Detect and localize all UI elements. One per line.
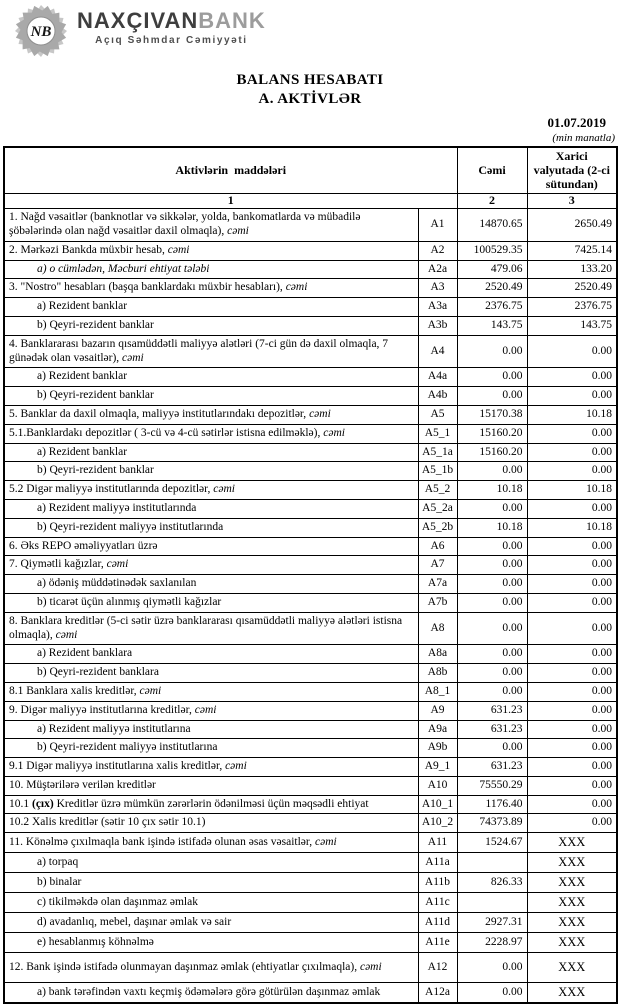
item-foreign-currency-value: 143.75 [527,316,617,335]
item-code: A1 [418,209,457,242]
item-foreign-currency-value: XXX [527,893,617,913]
table-row [4,701,617,720]
item-label: a) Rezident maliyyə institutlarında [4,499,418,518]
item-code: A4a [418,368,457,387]
item-label: 5. Banklar da daxil olmaqla, maliyyə institutlarındakı depozitlər, cəmi [4,405,418,424]
item-code: A9_1 [418,758,457,777]
bank-name-primary: NAXÇIVAN [77,8,199,33]
table-row [4,612,617,645]
item-total-value: 10.18 [457,518,527,537]
item-code: A11a [418,853,457,873]
item-label: b) Qeyri-rezident banklar [4,387,418,406]
item-label: 8. Banklara kreditlər (5-ci sətir üzrə banklararası qısamüddətli maliyyə alətləri istisna olmaqla), cəmi [4,612,418,645]
item-code: A5_1 [418,424,457,443]
table-row [4,682,617,701]
table-row [4,739,617,758]
table-row [4,720,617,739]
item-code: A11 [418,833,457,853]
item-foreign-currency-value: 0.00 [527,701,617,720]
item-total-value: 0.00 [457,612,527,645]
item-label: c) tikilməkdə olan daşınmaz əmlak [4,893,418,913]
item-total-value: 0.00 [457,499,527,518]
table-row [4,873,617,893]
table-row [4,537,617,556]
item-foreign-currency-value: 2376.75 [527,298,617,317]
report-title: BALANS HESABATI [236,72,384,88]
table-row [4,405,617,424]
table-row [4,462,617,481]
assets-table [3,146,618,1004]
item-code: A12 [418,953,457,983]
item-label: b) Qeyri-rezident banklar [4,462,418,481]
table-row [4,913,617,933]
item-total-value: 0.00 [457,575,527,594]
item-total-value: 2520.49 [457,279,527,298]
item-total-value: 0.00 [457,983,527,1004]
table-header-row [4,147,617,194]
table-row [4,481,617,500]
item-foreign-currency-value: 10.18 [527,518,617,537]
table-row [4,593,617,612]
item-foreign-currency-value: 0.00 [527,537,617,556]
item-label: 12. Bank işində istifadə olunmayan daşınmaz əmlak (ehtiyatlar çıxılmaqla), cəmi [4,953,418,983]
table-row [4,953,617,983]
item-code: A8b [418,664,457,683]
item-foreign-currency-value: XXX [527,873,617,893]
item-label: d) avadanlıq, mebel, daşınar əmlak və sair [4,913,418,933]
table-row [4,853,617,873]
item-label: b) Qeyri-rezident banklar [4,316,418,335]
item-total-value: 10.18 [457,481,527,500]
col-header-foreign: Xarici valyutada (2-ci sütundan) [527,147,617,194]
table-row [4,893,617,913]
item-code: A11b [418,873,457,893]
item-foreign-currency-value: 0.00 [527,499,617,518]
table-row [4,443,617,462]
item-label: a) torpaq [4,853,418,873]
item-label: b) Qeyri-rezident maliyyə institutlarına [4,739,418,758]
item-foreign-currency-value: 0.00 [527,443,617,462]
item-total-value: 0.00 [457,664,527,683]
item-label: 4. Banklararası bazarın qısamüddətli maliyyə alətləri (7-ci gün də daxil olmaqla, 7 günədək olan vəsaitlər), cəmi [4,335,418,368]
table-row [4,556,617,575]
item-label: b) binalar [4,873,418,893]
bank-logo-text [77,3,266,46]
item-label: e) hesablanmış köhnəlmə [4,933,418,953]
item-code: A9b [418,739,457,758]
item-label: 1. Nağd vəsaitlər (banknotlar və sikkələr, yolda, bankomatlarda və mübadilə şöbələrində olan nağd vəsaitlər daxil olmaqla), cəmi [4,209,418,242]
item-label: 7. Qiymətli kağızlar, cəmi [4,556,418,575]
item-code: A5_2b [418,518,457,537]
item-code: A2a [418,260,457,279]
item-total-value: 0.00 [457,556,527,575]
item-total-value: 0.00 [457,645,527,664]
item-label: 6. Əks REPO əməliyyatları üzrə [4,537,418,556]
item-code: A3b [418,316,457,335]
item-total-value: 631.23 [457,701,527,720]
table-row [4,316,617,335]
bank-monogram: NB [30,24,52,40]
table-row [4,933,617,953]
item-foreign-currency-value: 0.00 [527,739,617,758]
table-row [4,499,617,518]
item-total-value: 2228.97 [457,933,527,953]
item-foreign-currency-value: XXX [527,983,617,1004]
item-total-value: 74373.89 [457,814,527,833]
table-row [4,776,617,795]
bank-name [77,10,266,32]
table-row [4,298,617,317]
bank-name-secondary: BANK [198,8,266,33]
table-row [4,387,617,406]
item-total-value: 0.00 [457,593,527,612]
item-foreign-currency-value: 0.00 [527,387,617,406]
table-row [4,260,617,279]
item-total-value: 15160.20 [457,443,527,462]
item-code: A9a [418,720,457,739]
item-code: A11e [418,933,457,953]
bank-emblem-icon [12,3,70,59]
table-row [4,645,617,664]
bank-legal-form: Açıq Səhmdar Cəmiyyəti [95,35,248,46]
item-total-value: 631.23 [457,720,527,739]
item-total-value: 2927.31 [457,913,527,933]
unit-note: (min manatla) [552,132,615,144]
item-foreign-currency-value: 0.00 [527,720,617,739]
item-total-value: 100529.35 [457,241,527,260]
table-row [4,279,617,298]
item-total-value: 0.00 [457,335,527,368]
item-label: 5.1.Banklardakı depozitlər ( 3-cü və 4-cü sətirlər istisna edilməklə), cəmi [4,424,418,443]
item-code: A10_1 [418,795,457,814]
item-total-value: 15170.38 [457,405,527,424]
item-label: a) Rezident banklar [4,298,418,317]
item-foreign-currency-value: XXX [527,933,617,953]
table-row [4,983,617,1004]
item-total-value: 143.75 [457,316,527,335]
item-foreign-currency-value: 0.00 [527,424,617,443]
item-foreign-currency-value: 10.18 [527,481,617,500]
item-foreign-currency-value: 0.00 [527,795,617,814]
item-total-value: 631.23 [457,758,527,777]
item-foreign-currency-value: 0.00 [527,664,617,683]
item-label: 9.1 Digər maliyyə institutlarına xalis kreditlər, cəmi [4,758,418,777]
item-label: a) ödəniş müddətinədək saxlanılan [4,575,418,594]
item-code: A12a [418,983,457,1004]
item-foreign-currency-value: 0.00 [527,556,617,575]
table-row [4,814,617,833]
item-code: A5_1a [418,443,457,462]
col-header-items: Aktivlərin maddələri [4,147,457,194]
item-code: A8_1 [418,682,457,701]
item-code: A7 [418,556,457,575]
item-code: A11c [418,893,457,913]
item-code: A9 [418,701,457,720]
item-code: A11d [418,913,457,933]
item-code: A8 [418,612,457,645]
item-label: a) Rezident maliyyə institutlarına [4,720,418,739]
col-number-2: 2 [457,194,527,209]
item-total-value: 14870.65 [457,209,527,242]
item-label: a) Rezident banklar [4,368,418,387]
item-total-value: 0.00 [457,462,527,481]
table-row [4,518,617,537]
item-foreign-currency-value: 0.00 [527,758,617,777]
table-row [4,664,617,683]
item-total-value: 826.33 [457,873,527,893]
item-code: A5_2 [418,481,457,500]
col-number-3: 3 [527,194,617,209]
item-foreign-currency-value: XXX [527,833,617,853]
item-label: 8.1 Banklara xalis kreditlər, cəmi [4,682,418,701]
item-code: A2 [418,241,457,260]
item-label: 5.2 Digər maliyyə institutlarında depozitlər, cəmi [4,481,418,500]
item-total-value: 2376.75 [457,298,527,317]
item-total-value: 1524.67 [457,833,527,853]
item-total-value: 1176.40 [457,795,527,814]
item-code: A7b [418,593,457,612]
item-label: b) ticarət üçün alınmış qiymətli kağızlar [4,593,418,612]
item-foreign-currency-value: XXX [527,853,617,873]
item-label: 10.1 (çıx) Kreditlər üzrə mümkün zərərlərin ödənilməsi üçün məqsədli ehtiyat [4,795,418,814]
item-code: A4 [418,335,457,368]
item-code: A10_2 [418,814,457,833]
item-code: A6 [418,537,457,556]
item-foreign-currency-value: 0.00 [527,645,617,664]
item-foreign-currency-value: XXX [527,953,617,983]
item-total-value: 75550.29 [457,776,527,795]
item-total-value: 15160.20 [457,424,527,443]
item-label: 3. "Nostro" hesabları (başqa banklardakı müxbir hesabları), cəmi [4,279,418,298]
col-number-1: 1 [4,194,457,209]
item-label: b) Qeyri-rezident maliyyə institutlarında [4,518,418,537]
item-foreign-currency-value: 0.00 [527,682,617,701]
report-date: 01.07.2019 [547,115,606,130]
table-row [4,368,617,387]
item-label: a) Rezident banklar [4,443,418,462]
item-total-value: 0.00 [457,368,527,387]
item-total-value: 479.06 [457,260,527,279]
item-total-value: 0.00 [457,537,527,556]
item-code: A3a [418,298,457,317]
item-total-value: 0.00 [457,682,527,701]
table-row [4,758,617,777]
item-total-value [457,853,527,873]
item-foreign-currency-value: 0.00 [527,814,617,833]
item-label: 9. Digər maliyyə institutlarına kreditlər, cəmi [4,701,418,720]
item-foreign-currency-value: 0.00 [527,462,617,481]
item-foreign-currency-value: 0.00 [527,368,617,387]
item-foreign-currency-value: 0.00 [527,335,617,368]
item-total-value: 0.00 [457,739,527,758]
col-header-total: Cəmi [457,147,527,194]
item-total-value [457,893,527,913]
column-number-row [4,194,617,209]
item-code: A4b [418,387,457,406]
item-foreign-currency-value: 2520.49 [527,279,617,298]
table-row [4,335,617,368]
item-label: 10. Müştərilərə verilən kreditlər [4,776,418,795]
item-foreign-currency-value: 133.20 [527,260,617,279]
item-label: 11. Könəlmə çıxılmaqla bank işində istifadə olunan əsas vəsaitlər, cəmi [4,833,418,853]
table-row [4,575,617,594]
item-label: 2. Mərkəzi Bankda müxbir hesab, cəmi [4,241,418,260]
table-row [4,424,617,443]
item-foreign-currency-value: 10.18 [527,405,617,424]
item-label: 10.2 Xalis kreditlər (sətir 10 çıx sətir 10.1) [4,814,418,833]
item-label: b) Qeyri-rezident banklara [4,664,418,683]
item-total-value: 0.00 [457,387,527,406]
table-row [4,833,617,853]
table-row [4,209,617,242]
item-label: a) bank tərəfindən vaxtı keçmiş ödəmələrə görə götürülən daşınmaz əmlak [4,983,418,1004]
bank-logo [0,3,620,61]
item-code: A8a [418,645,457,664]
item-foreign-currency-value: 0.00 [527,575,617,594]
table-row [4,795,617,814]
item-foreign-currency-value: XXX [527,913,617,933]
item-total-value: 0.00 [457,953,527,983]
item-foreign-currency-value: 0.00 [527,593,617,612]
table-row [4,241,617,260]
item-label: a) o cümlədən, Məcburi ehtiyat tələbi [4,260,418,279]
item-code: A5_2a [418,499,457,518]
item-foreign-currency-value: 7425.14 [527,241,617,260]
item-code: A5_1b [418,462,457,481]
item-code: A10 [418,776,457,795]
item-code: A3 [418,279,457,298]
item-code: A7a [418,575,457,594]
report-section-title: A. AKTİVLƏR [258,91,362,107]
item-foreign-currency-value: 0.00 [527,612,617,645]
item-code: A5 [418,405,457,424]
item-foreign-currency-value: 2650.49 [527,209,617,242]
item-foreign-currency-value: 0.00 [527,776,617,795]
item-label: a) Rezident banklara [4,645,418,664]
